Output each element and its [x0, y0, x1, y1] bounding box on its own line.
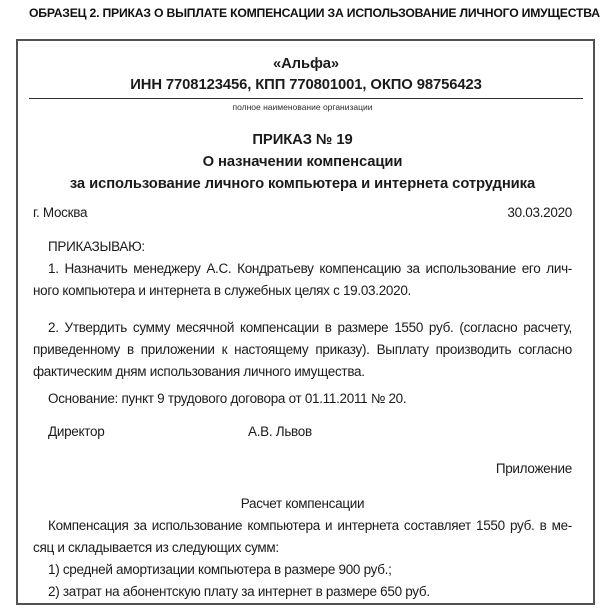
organization-header — [33, 54, 572, 114]
calculation-intro — [33, 515, 572, 559]
place-date-row — [33, 202, 572, 224]
order-number: ПРИКАЗ № 19 — [252, 132, 353, 148]
order-subject-line1: О назначении компенсации — [202, 154, 403, 170]
order-item-2 — [33, 317, 572, 383]
director-name: А.В. Львов — [248, 424, 312, 439]
calculation-item-1: 1) средней амортизации компьютера в размере 900 руб.; — [48, 562, 392, 577]
order-title-block — [33, 129, 572, 195]
organization-name: «Альфа» — [272, 56, 340, 72]
order-item-1-line-1: 1. Назначить менеджеру А.С. Кондратьеву компенсацию за использование его лич- — [48, 261, 572, 276]
organization-requisites: ИНН 7708123456, КПП 770801001, ОКПО 98756423 — [130, 77, 482, 93]
city-label: г. Москва — [33, 205, 88, 220]
order-document-card — [16, 39, 595, 605]
organization-underline — [29, 54, 583, 99]
organization-caption: полное наименование организации — [232, 102, 373, 112]
calculation-items — [33, 559, 572, 603]
date-label: 30.03.2020 — [507, 205, 572, 220]
order-item-2-line-1: 2. Утвердить сумму месячной компенсации в размере 1550 руб. (согласно расчету, — [48, 320, 572, 335]
signature-row — [33, 421, 572, 443]
basis-line: Основание: пункт 9 трудового договора от 01.11.2011 № 20. — [48, 391, 407, 406]
page-heading: ОБРАЗЕЦ 2. ПРИКАЗ О ВЫПЛАТЕ КОМПЕНСАЦИИ ЗА ИСПОЛЬЗОВАНИЕ ЛИЧНОГО ИМУЩЕСТВА — [29, 6, 600, 20]
director-label: Директор — [48, 424, 105, 439]
order-item-2-line-3: фактическим дням использования личного имущества. — [33, 364, 365, 379]
calculation-intro-line-2: сяц и складывается из следующих сумм: — [33, 540, 279, 555]
order-item-1 — [33, 258, 572, 302]
calculation-title: Расчет компенсации — [240, 496, 365, 511]
order-command: ПРИКАЗЫВАЮ: — [48, 239, 145, 254]
order-item-2-line-2: приведенному в приложении к настоящему приказу). Выплату производить согласно — [33, 342, 572, 357]
attachment-label: Приложение — [495, 461, 572, 476]
order-subject-line2: за использование личного компьютера и интернета сотрудника — [69, 176, 536, 192]
calculation-intro-line-1: Компенсация за использование компьютера и интернета составляет 1550 руб. в ме- — [48, 518, 572, 533]
calculation-item-2: 2) затрат на абонентскую плату за интернет в размере 650 руб. — [48, 584, 430, 599]
order-item-1-line-2: ного компьютера и интернета в служебных целях с 19.03.2020. — [33, 283, 411, 298]
